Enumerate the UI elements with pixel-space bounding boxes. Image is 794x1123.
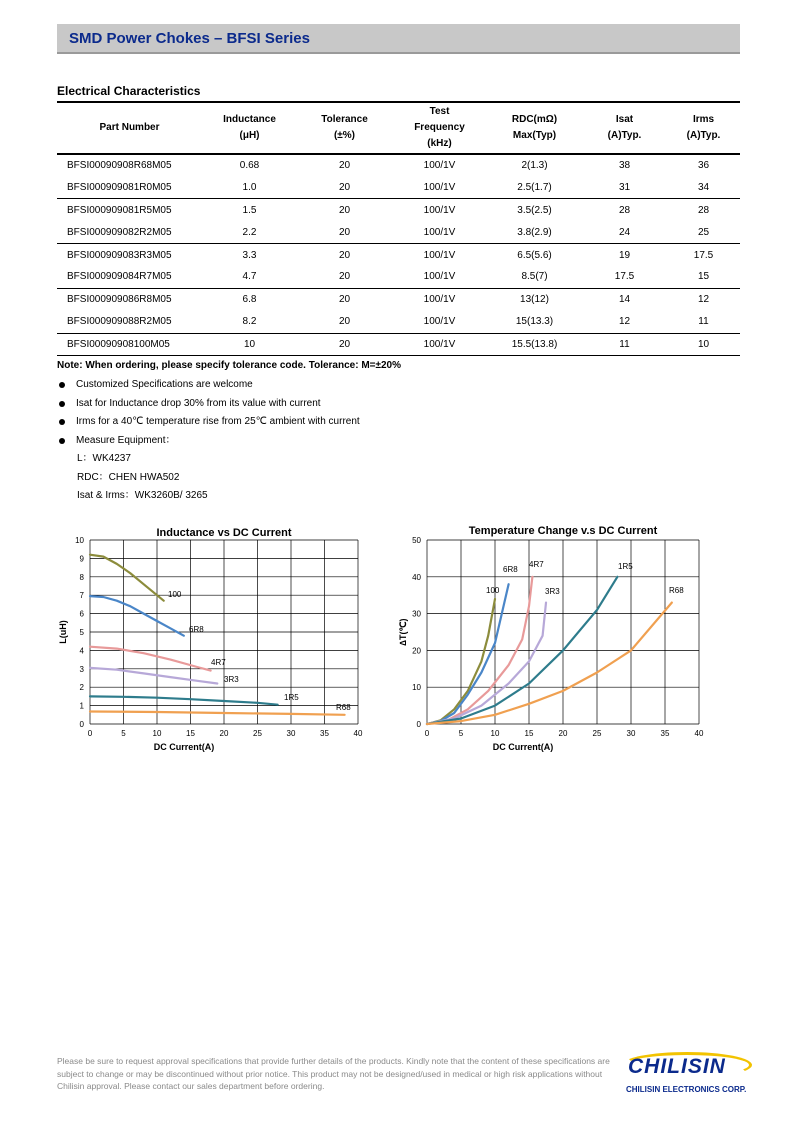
table-row: [57, 199, 740, 221]
equipment-list: [77, 452, 208, 508]
table-cell: 20: [338, 249, 351, 261]
section-title: Electrical Characteristics: [57, 84, 201, 98]
series-label-r68: R68: [336, 703, 351, 712]
column-header-line: Inductance: [223, 114, 276, 125]
table-cell: 10: [202, 333, 297, 355]
table-cell: 11: [667, 311, 740, 333]
page-title: SMD Power Chokes – BFSI Series: [69, 30, 310, 47]
table-cell: BFSI000909082R2M05: [57, 221, 202, 243]
table-cell: BFSI000909083R3M05: [67, 249, 172, 261]
series-label-100: 100: [168, 590, 182, 599]
bullet-item: [57, 397, 360, 416]
inductance-chart: [50, 522, 370, 762]
table-cell: 20: [297, 266, 392, 288]
chart-svg: [50, 522, 370, 762]
series-label-4r7: 4R7: [211, 658, 226, 667]
bullet-dot-icon: [59, 401, 65, 407]
table-row: [57, 266, 740, 288]
y-tick-label: 40: [412, 572, 421, 582]
table-header-row: [57, 102, 740, 154]
table-cell: 15: [667, 266, 740, 288]
column-header-line: Isat: [615, 114, 634, 125]
logo-wordmark: CHILISIN: [628, 1055, 726, 1078]
y-tick-label: 0: [79, 720, 84, 729]
table-row: [57, 176, 740, 198]
y-tick-label: 3: [79, 664, 84, 674]
table-cell: 10: [667, 333, 740, 355]
x-axis-label: DC Current(A): [153, 742, 215, 752]
table-cell: 20: [297, 333, 392, 355]
table-row: [57, 333, 740, 355]
series-line-1r5: [90, 696, 278, 704]
table-cell: 15(13.3): [487, 311, 582, 333]
equipment-item: RDC：CHEN HWA502: [77, 471, 180, 483]
y-tick-label: 50: [412, 536, 421, 545]
table-cell: 3.8(2.9): [487, 221, 582, 243]
column-header-line: (μH): [239, 130, 260, 141]
logo-company-name: CHILISIN ELECTRONICS CORP.: [626, 1085, 747, 1094]
table-cell: 28: [697, 204, 710, 216]
table-row: [57, 154, 740, 176]
table-cell: 19: [618, 249, 631, 261]
table-cell: 20: [338, 294, 351, 306]
table-cell: 100/1V: [392, 311, 487, 333]
temperature-chart: [390, 520, 720, 760]
column-header: [57, 102, 202, 154]
table-cell: 6.5(5.6): [517, 249, 552, 261]
column-header-line: Tolerance: [321, 114, 368, 125]
series-label-1r5: 1R5: [618, 562, 633, 571]
bullet-dot-icon: [59, 438, 65, 444]
y-tick-label: 10: [412, 683, 421, 693]
x-tick-label: 5: [458, 729, 464, 738]
table-cell: 2(1.3): [521, 160, 548, 172]
column-header-line: Max(Typ): [512, 130, 557, 141]
series-label-6r8: 6R8: [189, 625, 204, 634]
column-header: [667, 102, 740, 154]
table-cell: BFSI000909081R0M05: [57, 176, 202, 198]
table-cell: 20: [297, 176, 392, 198]
column-header: [202, 102, 297, 154]
y-tick-label: 30: [412, 609, 421, 619]
column-header-line: (A)Typ.: [607, 130, 642, 141]
x-tick-label: 40: [694, 729, 704, 738]
y-tick-label: 2: [79, 683, 84, 693]
bullet-dot-icon: [59, 382, 65, 388]
x-tick-label: 10: [490, 729, 500, 738]
column-header-line: (kHz): [427, 138, 452, 149]
table-cell: 36: [697, 160, 710, 172]
series-line-6r8: [90, 596, 184, 636]
table-cell: 100/1V: [392, 176, 487, 198]
bullet-item: [57, 378, 360, 397]
column-header: [487, 102, 582, 154]
table-cell: 34: [667, 176, 740, 198]
table-cell: 28: [618, 204, 631, 216]
column-header-line: RDC(mΩ): [511, 114, 558, 125]
electrical-characteristics-table: [57, 101, 740, 356]
bullet-text: Isat for Inductance drop 30% from its value with current: [76, 397, 321, 409]
x-tick-label: 5: [121, 729, 126, 738]
x-tick-label: 10: [152, 729, 162, 738]
column-header-line: (A)Typ.: [686, 130, 721, 141]
series-label-3r3: 3R3: [224, 675, 239, 684]
column-header-line: Test: [429, 106, 450, 117]
table-cell: 100/1V: [423, 249, 456, 261]
series-label-4r7: 4R7: [529, 560, 544, 569]
ordering-note: Note: When ordering, please specify tolerance code. Tolerance: M=±20%: [57, 360, 402, 371]
table-row: [57, 311, 740, 333]
footer-disclaimer: Please be sure to request approval specifications that provide further details of the products. Kindly note that the content of these specifications are subject to change or may be discontinued without prior notice. This product may not be designed/used in medical or high risk applications without Chilisin approval. Please contact our sales department before ordering.: [57, 1056, 610, 1091]
table-cell: 1.0: [202, 176, 297, 198]
column-header: [392, 102, 487, 154]
table-cell: 8.2: [202, 311, 297, 333]
x-tick-label: 35: [320, 729, 329, 738]
table-cell: 11: [582, 333, 667, 355]
table-cell: 100/1V: [392, 333, 487, 355]
x-tick-label: 30: [286, 729, 296, 738]
table-cell: 17.5: [693, 249, 714, 261]
table-cell: 12: [697, 294, 710, 306]
table-cell: 31: [582, 176, 667, 198]
table-cell: 100/1V: [423, 294, 456, 306]
y-axis-label: ∆T(℃): [398, 618, 408, 646]
table-cell: 12: [582, 311, 667, 333]
x-tick-label: 25: [592, 729, 602, 738]
table-cell: 1.5: [242, 204, 257, 216]
column-header: [297, 102, 392, 154]
equipment-item: Isat & Irms：WK3260B/ 3265: [77, 490, 208, 501]
column-header-line: Part Number: [99, 122, 160, 133]
table-cell: BFSI000909084R7M05: [57, 266, 202, 288]
bullet-text: Irms for a 40℃ temperature rise from 25℃ ambient with current: [76, 416, 360, 427]
y-tick-label: 1: [79, 701, 84, 711]
table-cell: 100/1V: [392, 266, 487, 288]
table-cell: 100/1V: [423, 204, 456, 216]
header-bar: [57, 24, 740, 54]
table-cell: 4.7: [202, 266, 297, 288]
chilisin-logo: [622, 1048, 762, 1103]
table-cell: BFSI000909086R8M05: [67, 294, 172, 306]
y-tick-label: 4: [79, 646, 84, 656]
series-label-6r8: 6R8: [503, 565, 518, 574]
x-tick-label: 40: [353, 729, 363, 738]
table-cell: BFSI000909088R2M05: [57, 311, 202, 333]
column-header-line: Irms: [692, 114, 715, 125]
table-cell: 2.5(1.7): [487, 176, 582, 198]
table-cell: 20: [338, 160, 351, 172]
y-tick-label: 9: [79, 554, 84, 564]
x-tick-label: 35: [660, 729, 670, 738]
table-cell: 13(12): [520, 294, 549, 306]
table-cell: 25: [667, 221, 740, 243]
table-cell: 100/1V: [392, 221, 487, 243]
table-cell: 14: [618, 294, 631, 306]
bullet-item: [57, 415, 360, 434]
table-cell: 24: [582, 221, 667, 243]
series-line-3r3: [90, 668, 217, 684]
x-tick-label: 0: [424, 729, 430, 738]
table-cell: 20: [338, 204, 351, 216]
x-tick-label: 15: [186, 729, 195, 738]
chart-svg: [390, 520, 720, 760]
table-cell: BFSI00090908R68M05: [67, 160, 172, 172]
x-tick-label: 20: [219, 729, 229, 738]
y-tick-label: 8: [79, 572, 84, 582]
table-cell: 8.5(7): [487, 266, 582, 288]
x-tick-label: 15: [524, 729, 534, 738]
table-row: [57, 221, 740, 243]
table-body: [57, 154, 740, 356]
column-header-line: Frequency: [414, 122, 465, 133]
table-cell: 3.3: [242, 249, 257, 261]
x-tick-label: 25: [253, 729, 262, 738]
column-header: [582, 102, 667, 154]
y-tick-label: 0: [416, 720, 421, 729]
table-cell: 38: [618, 160, 631, 172]
table-cell: 20: [297, 221, 392, 243]
table-cell: 15.5(13.8): [487, 333, 582, 355]
y-tick-label: 5: [79, 628, 84, 637]
table-cell: 0.68: [239, 160, 260, 172]
bullet-item: [57, 434, 360, 453]
y-tick-label: 10: [75, 536, 84, 545]
bullet-text: Customized Specifications are welcome: [76, 379, 253, 390]
y-tick-label: 6: [79, 609, 84, 619]
chart-title: Temperature Change v.s DC Current: [468, 525, 658, 537]
series-line-100: [90, 555, 164, 601]
table-cell: 2.2: [202, 221, 297, 243]
table-row: [57, 288, 740, 310]
table-cell: BFSI000909081R5M05: [67, 204, 172, 216]
y-tick-label: 7: [79, 591, 84, 601]
column-header-line: (±%): [333, 130, 356, 141]
y-tick-label: 20: [412, 646, 421, 656]
table-cell: 20: [297, 311, 392, 333]
table-cell: 100/1V: [423, 160, 456, 172]
series-label-3r3: 3R3: [545, 587, 560, 596]
x-tick-label: 30: [626, 729, 636, 738]
series-line-r68: [90, 712, 345, 715]
x-tick-label: 20: [558, 729, 568, 738]
bullet-text: Measure Equipment：: [76, 434, 176, 446]
table-cell: 17.5: [582, 266, 667, 288]
x-axis-label: DC Current(A): [492, 742, 554, 752]
table-cell: 6.8: [242, 294, 257, 306]
series-line-6r8: [427, 584, 509, 724]
bullet-dot-icon: [59, 419, 65, 425]
series-label-r68: R68: [669, 586, 684, 595]
series-label-1r5: 1R5: [284, 693, 299, 702]
bullet-list: [57, 378, 360, 452]
chart-title: Inductance vs DC Current: [156, 527, 292, 539]
series-label-100: 100: [486, 586, 500, 595]
x-tick-label: 0: [87, 729, 93, 738]
equipment-item: L：WK4237: [77, 453, 131, 464]
table-cell: BFSI00090908100M05: [57, 333, 202, 355]
table-cell: 3.5(2.5): [517, 204, 552, 216]
table-row: [57, 244, 740, 266]
y-axis-label: L(uH): [58, 620, 68, 644]
